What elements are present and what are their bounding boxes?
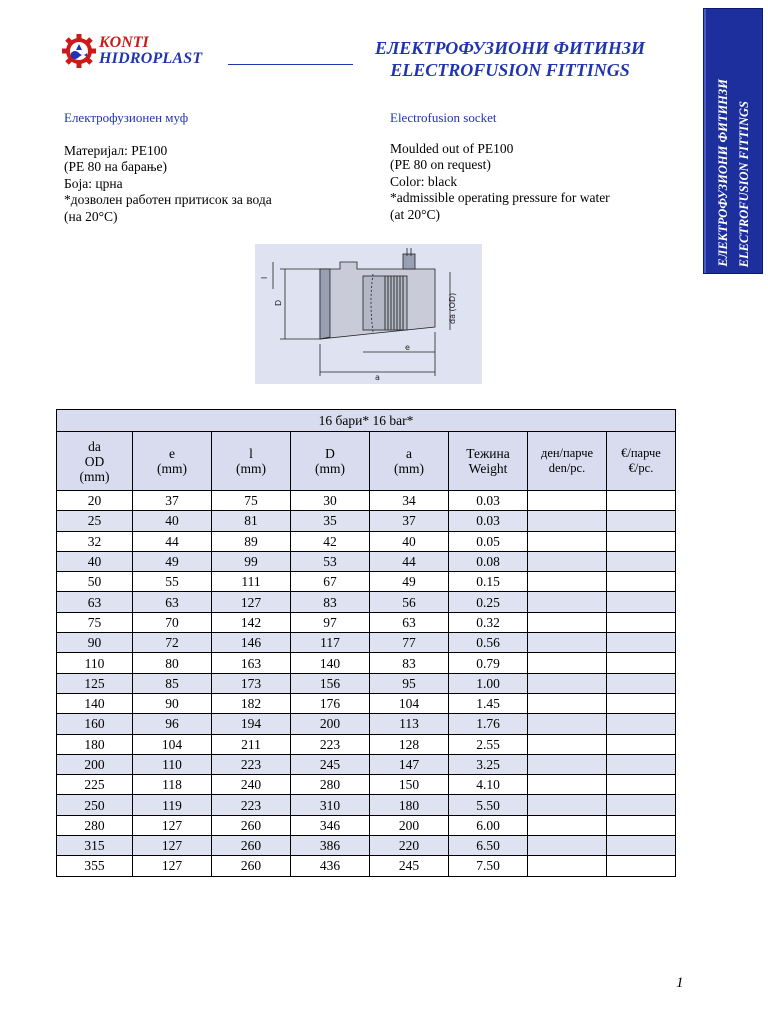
table-cell: 245 bbox=[291, 754, 370, 774]
table-cell bbox=[607, 815, 676, 835]
table-cell: 147 bbox=[370, 754, 449, 774]
table-cell: 0.03 bbox=[449, 511, 528, 531]
table-cell: 35 bbox=[291, 511, 370, 531]
gear-logo-icon bbox=[62, 34, 96, 68]
table-cell: 44 bbox=[370, 551, 449, 571]
desc-en-line: *admissible operating pressure for water bbox=[390, 190, 610, 206]
table-body bbox=[57, 491, 676, 877]
table-cell: 310 bbox=[291, 795, 370, 815]
col-header-weight bbox=[449, 432, 528, 491]
table-cell: 436 bbox=[291, 856, 370, 876]
table-cell: 4.10 bbox=[449, 775, 528, 795]
dim-label-D: D bbox=[274, 299, 283, 306]
table-cell: 50 bbox=[57, 572, 133, 592]
table-cell: 90 bbox=[57, 633, 133, 653]
table-cell bbox=[607, 693, 676, 713]
desc-en-line: Color: black bbox=[390, 173, 458, 189]
desc-en-line: (PE 80 on request) bbox=[390, 157, 491, 173]
table-cell: 70 bbox=[133, 612, 212, 632]
product-name-mk: Електрофузионен муф bbox=[64, 110, 189, 125]
table-cell: 85 bbox=[133, 673, 212, 693]
table-cell bbox=[528, 592, 607, 612]
table-cell bbox=[528, 612, 607, 632]
table-cell bbox=[607, 511, 676, 531]
table-cell: 280 bbox=[291, 775, 370, 795]
table-cell bbox=[607, 673, 676, 693]
table-cell: 146 bbox=[212, 633, 291, 653]
table-cell bbox=[528, 714, 607, 734]
table-cell: 104 bbox=[370, 693, 449, 713]
col-header-price-eur bbox=[607, 432, 676, 491]
header-line: D bbox=[325, 446, 335, 461]
table-cell: 280 bbox=[57, 815, 133, 835]
table-cell: 2.55 bbox=[449, 734, 528, 754]
table-row bbox=[57, 531, 676, 551]
table-row bbox=[57, 551, 676, 571]
table-cell: 163 bbox=[212, 653, 291, 673]
table-cell: 63 bbox=[57, 592, 133, 612]
table-cell: 55 bbox=[133, 572, 212, 592]
header-line: e bbox=[169, 446, 175, 461]
table-cell: 56 bbox=[370, 592, 449, 612]
table-cell: 80 bbox=[133, 653, 212, 673]
table-cell: 40 bbox=[133, 511, 212, 531]
table-cell: 1.00 bbox=[449, 673, 528, 693]
technical-drawing bbox=[255, 244, 482, 384]
table-cell: 125 bbox=[57, 673, 133, 693]
table-cell bbox=[607, 551, 676, 571]
table-cell: 118 bbox=[133, 775, 212, 795]
table-cell: 5.50 bbox=[449, 795, 528, 815]
product-description-mk bbox=[64, 143, 272, 225]
table-cell: 156 bbox=[291, 673, 370, 693]
table-cell: 0.79 bbox=[449, 653, 528, 673]
table-cell bbox=[528, 815, 607, 835]
table-cell: 0.25 bbox=[449, 592, 528, 612]
table-header-row bbox=[57, 432, 676, 491]
table-cell: 34 bbox=[370, 491, 449, 511]
table-cell: 53 bbox=[291, 551, 370, 571]
table-cell: 200 bbox=[57, 754, 133, 774]
table-cell: 245 bbox=[370, 856, 449, 876]
header-line: (mm) bbox=[157, 461, 187, 476]
table-cell: 223 bbox=[212, 795, 291, 815]
table-cell bbox=[528, 511, 607, 531]
logo-text-hidroplast: HIDROPLAST bbox=[99, 50, 203, 67]
header-line: (mm) bbox=[79, 468, 110, 484]
table-cell: 104 bbox=[133, 734, 212, 754]
table-cell: 40 bbox=[370, 531, 449, 551]
table-cell: 30 bbox=[291, 491, 370, 511]
table-cell bbox=[607, 491, 676, 511]
table-cell: 0.05 bbox=[449, 531, 528, 551]
table-cell: 75 bbox=[212, 491, 291, 511]
table-cell: 225 bbox=[57, 775, 133, 795]
table-cell: 355 bbox=[57, 856, 133, 876]
table-cell: 223 bbox=[212, 754, 291, 774]
header-line: (mm) bbox=[315, 461, 345, 476]
table-cell bbox=[528, 795, 607, 815]
table-cell bbox=[528, 836, 607, 856]
table-row bbox=[57, 572, 676, 592]
table-cell: 119 bbox=[133, 795, 212, 815]
table-cell: 90 bbox=[133, 693, 212, 713]
table-cell: 127 bbox=[133, 836, 212, 856]
table-cell: 42 bbox=[291, 531, 370, 551]
table-cell bbox=[528, 572, 607, 592]
table-cell: 110 bbox=[133, 754, 212, 774]
table-cell: 250 bbox=[57, 795, 133, 815]
table-cell bbox=[607, 714, 676, 734]
table-cell: 127 bbox=[133, 856, 212, 876]
table-cell bbox=[607, 633, 676, 653]
header-line: l bbox=[249, 446, 253, 461]
table-cell: 315 bbox=[57, 836, 133, 856]
table-cell: 40 bbox=[57, 551, 133, 571]
col-header-l bbox=[212, 432, 291, 491]
table-cell: 160 bbox=[57, 714, 133, 734]
table-cell bbox=[607, 592, 676, 612]
table-cell: 182 bbox=[212, 693, 291, 713]
table-row bbox=[57, 653, 676, 673]
table-cell: 128 bbox=[370, 734, 449, 754]
desc-mk-line: Боја: црна bbox=[64, 175, 123, 191]
table-cell: 83 bbox=[370, 653, 449, 673]
table-cell bbox=[528, 754, 607, 774]
table-cell: 127 bbox=[133, 815, 212, 835]
table-cell: 223 bbox=[291, 734, 370, 754]
table-cell: 173 bbox=[212, 673, 291, 693]
table-cell: 240 bbox=[212, 775, 291, 795]
table-row bbox=[57, 633, 676, 653]
table-cell: 220 bbox=[370, 836, 449, 856]
table-cell: 0.03 bbox=[449, 491, 528, 511]
pressure-rating: 16 бари* 16 bar* bbox=[57, 410, 676, 432]
table-cell bbox=[528, 633, 607, 653]
desc-mk-line: (на 20°C) bbox=[64, 208, 118, 224]
table-row bbox=[57, 775, 676, 795]
table-cell bbox=[528, 856, 607, 876]
col-header-price-den bbox=[528, 432, 607, 491]
table-cell: 1.76 bbox=[449, 714, 528, 734]
table-cell: 37 bbox=[370, 511, 449, 531]
table-cell: 7.50 bbox=[449, 856, 528, 876]
table-cell: 63 bbox=[133, 592, 212, 612]
table-cell: 346 bbox=[291, 815, 370, 835]
dim-label-a: a bbox=[375, 373, 380, 382]
side-tab-label-mk: ЕЛЕКТРОФУЗИОНИ ФИТИНЗИ bbox=[716, 79, 730, 267]
table-cell: 99 bbox=[212, 551, 291, 571]
table-cell: 194 bbox=[212, 714, 291, 734]
table-cell bbox=[607, 531, 676, 551]
table-cell: 211 bbox=[212, 734, 291, 754]
table-cell: 113 bbox=[370, 714, 449, 734]
table-cell: 20 bbox=[57, 491, 133, 511]
table-cell: 25 bbox=[57, 511, 133, 531]
table-cell: 75 bbox=[57, 612, 133, 632]
table-cell: 150 bbox=[370, 775, 449, 795]
table-cell: 49 bbox=[370, 572, 449, 592]
table-cell: 260 bbox=[212, 815, 291, 835]
table-cell: 0.56 bbox=[449, 633, 528, 653]
table-cell bbox=[607, 734, 676, 754]
table-cell: 83 bbox=[291, 592, 370, 612]
table-row bbox=[57, 693, 676, 713]
table-cell: 200 bbox=[291, 714, 370, 734]
header-line: Weight bbox=[468, 461, 508, 476]
table-cell: 127 bbox=[212, 592, 291, 612]
header-line: OD bbox=[84, 453, 105, 469]
table-row bbox=[57, 754, 676, 774]
table-cell bbox=[528, 673, 607, 693]
header-line: da bbox=[88, 438, 101, 454]
table-cell: 386 bbox=[291, 836, 370, 856]
table-cell: 1.45 bbox=[449, 693, 528, 713]
table-cell bbox=[607, 754, 676, 774]
company-logo bbox=[62, 34, 362, 74]
page-title-mk: ЕЛЕКТРОФУЗИОНИ ФИТИНЗИ bbox=[374, 38, 646, 58]
table-cell bbox=[607, 775, 676, 795]
table-row bbox=[57, 795, 676, 815]
table-cell bbox=[528, 734, 607, 754]
section-side-tab bbox=[703, 8, 763, 274]
table-cell: 176 bbox=[291, 693, 370, 713]
table-cell: 200 bbox=[370, 815, 449, 835]
table-cell: 63 bbox=[370, 612, 449, 632]
table-cell: 110 bbox=[57, 653, 133, 673]
table-cell: 180 bbox=[370, 795, 449, 815]
table-cell: 89 bbox=[212, 531, 291, 551]
logo-text-konti: KONTI bbox=[99, 34, 149, 51]
dim-label-l: l bbox=[260, 276, 269, 279]
table-cell: 72 bbox=[133, 633, 212, 653]
table-cell: 67 bbox=[291, 572, 370, 592]
table-row bbox=[57, 836, 676, 856]
table-cell bbox=[607, 653, 676, 673]
table-cell bbox=[607, 795, 676, 815]
product-name-en: Electrofusion socket bbox=[390, 110, 497, 125]
table-cell bbox=[607, 572, 676, 592]
table-cell: 97 bbox=[291, 612, 370, 632]
table-cell: 0.15 bbox=[449, 572, 528, 592]
table-cell bbox=[528, 551, 607, 571]
table-row bbox=[57, 491, 676, 511]
page-title-en: ELECTROFUSION FITTINGS bbox=[390, 60, 630, 80]
table-row bbox=[57, 592, 676, 612]
table-cell: 111 bbox=[212, 572, 291, 592]
table-cell bbox=[528, 491, 607, 511]
header-line: €/парче bbox=[621, 446, 661, 460]
table-cell: 6.50 bbox=[449, 836, 528, 856]
table-cell: 3.25 bbox=[449, 754, 528, 774]
table-cell: 96 bbox=[133, 714, 212, 734]
product-description-en bbox=[390, 141, 610, 223]
table-cell: 37 bbox=[133, 491, 212, 511]
dim-label-e: e bbox=[405, 343, 410, 352]
desc-mk-line: (PE 80 на барање) bbox=[64, 159, 167, 175]
table-row bbox=[57, 714, 676, 734]
desc-mk-line: Материјал: PE100 bbox=[64, 143, 168, 158]
header-line: Тежина bbox=[466, 446, 510, 461]
col-header-e bbox=[133, 432, 212, 491]
desc-en-line: (at 20°C) bbox=[390, 206, 441, 222]
table-pressure-row bbox=[57, 410, 676, 432]
table-cell bbox=[607, 612, 676, 632]
table-cell: 260 bbox=[212, 856, 291, 876]
table-cell: 6.00 bbox=[449, 815, 528, 835]
table-cell: 81 bbox=[212, 511, 291, 531]
table-row bbox=[57, 612, 676, 632]
dimensions-table bbox=[56, 409, 676, 877]
header-line: (mm) bbox=[394, 461, 424, 476]
table-cell: 140 bbox=[291, 653, 370, 673]
dim-label-da: da (OD) bbox=[448, 292, 457, 324]
col-header-a bbox=[370, 432, 449, 491]
table-cell: 0.08 bbox=[449, 551, 528, 571]
desc-en-line: Moulded out of PE100 bbox=[390, 141, 514, 156]
table-cell: 180 bbox=[57, 734, 133, 754]
table-cell: 117 bbox=[291, 633, 370, 653]
table-cell: 49 bbox=[133, 551, 212, 571]
table-cell: 260 bbox=[212, 836, 291, 856]
table-row bbox=[57, 856, 676, 876]
table-cell bbox=[528, 653, 607, 673]
header-line: den/pc. bbox=[548, 461, 586, 475]
table-cell: 32 bbox=[57, 531, 133, 551]
table-cell: 95 bbox=[370, 673, 449, 693]
header-line: €/pc. bbox=[628, 461, 654, 475]
desc-mk-line: *дозволен работен притисок за вода bbox=[64, 192, 272, 208]
side-tab-label-en: ELECTROFUSION FITTINGS bbox=[737, 100, 751, 267]
header-line: (mm) bbox=[236, 461, 266, 476]
table-cell bbox=[607, 856, 676, 876]
table-cell: 77 bbox=[370, 633, 449, 653]
table-row bbox=[57, 734, 676, 754]
table-cell: 142 bbox=[212, 612, 291, 632]
table-cell bbox=[607, 836, 676, 856]
col-header-da bbox=[57, 432, 133, 491]
table-row bbox=[57, 511, 676, 531]
table-cell bbox=[528, 693, 607, 713]
col-header-D bbox=[291, 432, 370, 491]
table-cell: 140 bbox=[57, 693, 133, 713]
page-number: 1 bbox=[676, 975, 684, 991]
table-row bbox=[57, 673, 676, 693]
socket-drawing bbox=[255, 244, 482, 384]
table-cell bbox=[528, 775, 607, 795]
table-cell bbox=[528, 531, 607, 551]
header-line: a bbox=[406, 446, 412, 461]
header-line: ден/парче bbox=[540, 446, 594, 460]
table-cell: 44 bbox=[133, 531, 212, 551]
table-cell: 0.32 bbox=[449, 612, 528, 632]
table-row bbox=[57, 815, 676, 835]
